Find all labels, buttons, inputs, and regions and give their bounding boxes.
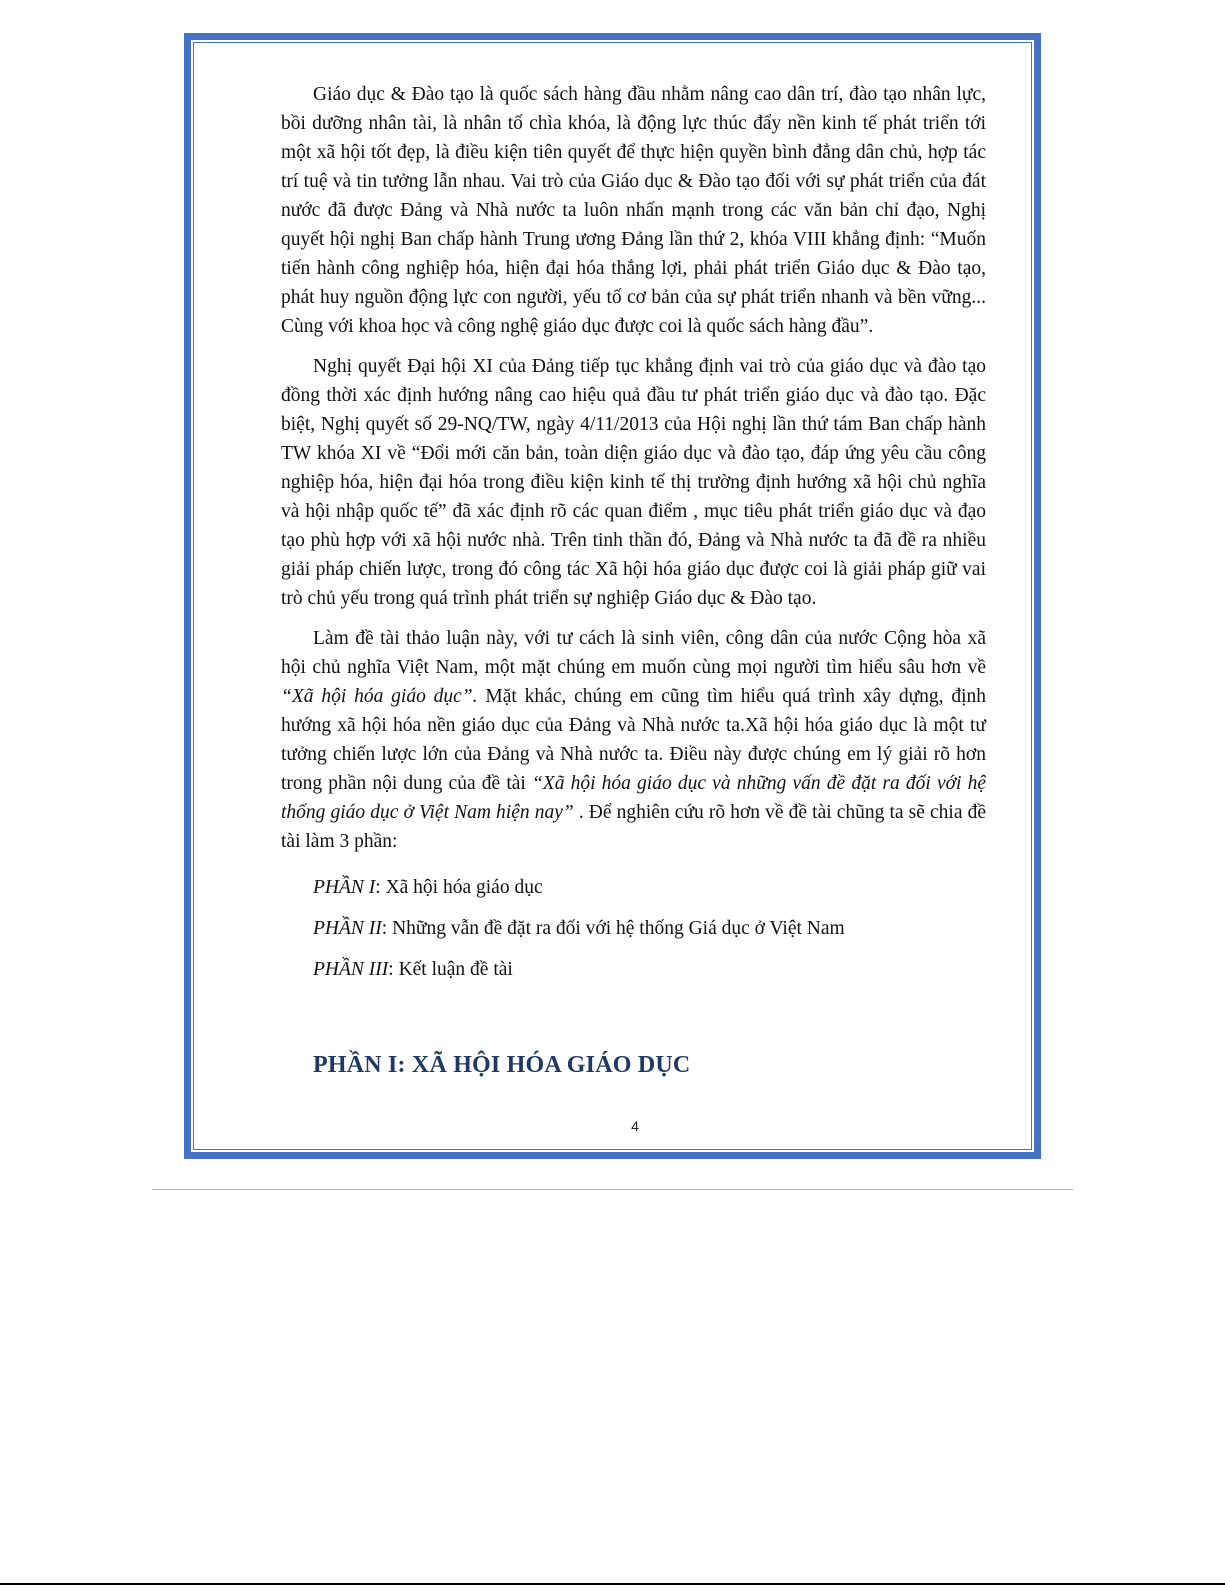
- paragraph-text: Giáo dục & Đào tạo là quốc sách hàng đầu nhằm nâng cao dân trí, đào tạo nhân lực, bồi dưỡng nhân tài, là nhân tố chìa khóa, là động lực thúc đẩy nền kinh tế phát triển tới một xã hội tốt đẹp, là điều kiện tiên quyết để thực hiện quyền bình đẳng dân chủ, hợp tác trí tuệ và tin tưởng lẫn nhau. Vai trò của Giáo dục & Đào tạo đối với sự phát triển của đát nước đã được Đảng và Nhà nước ta luôn nhấn mạnh trong các văn bản chỉ đạo, Nghị quyết hội nghị Ban chấp hành Trung ương Đảng lần thứ 2, khóa VIII khẳng định: “Muốn tiến hành công nghiệp hóa, hiện đại hóa thắng lợi, phải phát triển Giáo dục & Đào tạo, phát huy nguồn động lực con người, yếu tố cơ bản của sự phát triển nhanh và bền vững... Cùng với khoa học và công nghệ giáo dục được coi là quốc sách hàng đầu”.: [281, 84, 986, 337]
- part-text: : Những vẫn đề đặt ra đối với hệ thống Giá dục ở Việt Nam: [381, 918, 845, 939]
- page-separator-line: [152, 1189, 1073, 1190]
- body-paragraph-2: [281, 352, 986, 613]
- paragraph-text: Làm đề tài thảo luận này, với tư cách là sinh viên, công dân của nước Cộng hòa xã hội chủ nghĩa Việt Nam, một mặt chúng em muốn cùng mọi người tìm hiểu sâu hơn về: [281, 628, 986, 678]
- part-text: : Xã hội hóa giáo dục: [375, 877, 543, 898]
- part-list-item-2: [281, 914, 986, 943]
- part-label: PHẦN I: [313, 877, 376, 898]
- part-text: : Kết luận đề tài: [388, 959, 513, 980]
- page-number: 4: [631, 1118, 639, 1134]
- part-label: PHẦN II: [313, 918, 382, 939]
- body-paragraph-1: [281, 80, 986, 341]
- italic-quote-title: “Xã hội hóa giáo dục và những vấn đề đặt ra đối với hệ thống giáo dục ở Việt Nam hiện nay”: [281, 773, 986, 823]
- paragraph-text: Mặt khác, chúng em cũng tìm hiểu quá trình xây dựng, định hướng xã hội hóa nền giáo dục của Đảng và Nhà nước ta.Xã hội hóa giáo dục là một tư tưởng chiến lược lớn của Đảng và Nhà nước ta. Điều này được chúng em lý giải rõ hơn trong phần nội dung của đề tài: [281, 686, 987, 794]
- paragraph-text: Nghị quyết Đại hội XI của Đảng tiếp tục khẳng định vai trò của giáo dục và đào tạo đồng thời xác định hướng nâng cao hiệu quả đầu tư phát triển giáo dục và đào tạo. Đặc biệt, Nghị quyết số 29-NQ/TW, ngày 4/11/2013 của Hội nghị lần thứ tám Ban chấp hành TW khóa XI về “Đổi mới căn bản, toàn diện giáo dục và đào tạo, đáp ứng yêu cầu công nghiệp hóa, hiện đại hóa trong điều kiện kinh tế thị trường định hướng xã hội chủ nghĩa và hội nhập quốc tế” đã xác định rõ các quan điểm , mục tiêu phát triển giáo dục và đạo tạo phù hợp với xã hội nước nhà. Trên tinh thần đó, Đảng và Nhà nước ta đã đề ra nhiều giải pháp chiến lược, trong đó công tác Xã hội hóa giáo dục được coi là giải pháp giữ vai trò chủ yếu trong quá trình phát triển sự nghiệp Giáo dục & Đào tạo.: [281, 356, 986, 609]
- part-list-item-1: [281, 873, 986, 902]
- paragraph-text: . Để nghiên cứu rõ hơn về đề tài chũng ta sẽ chia đề tài làm 3 phần:: [281, 802, 986, 852]
- section-heading: PHẦN I: XÃ HỘI HÓA GIÁO DỤC: [313, 1052, 691, 1078]
- italic-quote-topic: “Xã hội hóa giáo dục”.: [281, 686, 478, 707]
- part-list-item-3: [281, 955, 986, 984]
- document-body: [281, 80, 986, 996]
- body-paragraph-3: [281, 624, 986, 856]
- part-label: PHẦN III: [313, 959, 389, 980]
